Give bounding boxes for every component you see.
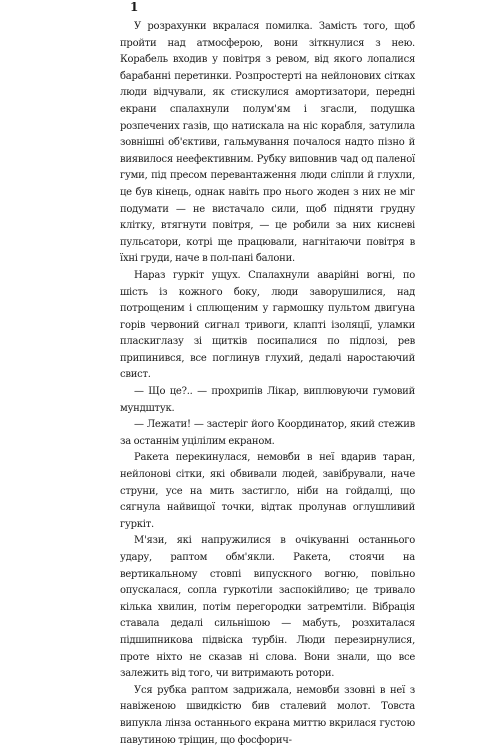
- paragraph: У розрахунки вкралася помилка. Замість того, щоб пройти над атмосферою, вони зіткнулися з нею. Корабель входив у повітря з ревом, від якого лопалися барабанні перетинки. Розпростерті на нейлонових сітках люди відчували, як стискулися амортизатори, передні екрани спалахнули полум'ям і згасли, подушка розпечених газів, що натискала на ніс корабля, затулила зовнішні об'єктиви, гальмування почалося надто пізно й виявилося неефективним. Рубку виповнив чад од паленої гуми, під пресом перевантаження люди сліпли й глухли, це був кінець, однак навіть про нього жоден з них не міг подумати — не вистачало сили, щоб підняти грудну клітку, втягнути повітря, — це робили за них кисневі пульсатори, котрі ще працювали, нагнітаючи повітря в їхні груди, наче в пол-пані балони.: [120, 21, 415, 265]
- paragraph: Ракета перекинулася, немовби в неї вдарив таран, нейлонові сітки, які обвивали людей, завібрували, наче струни, усе на мить застигло, ніби на гойдалці, що сягнула найвищої точки, відтак пролунав оглушливий гуркіт.: [120, 452, 415, 530]
- paragraph: М'язи, які напружилися в очікуванні останнього удару, раптом обм'якли. Ракета, стоячи на вертикальному стовпі випускного вогню, повільно опускалася, сопла гуркотіли заспокійливо; це тривало кілька хвилин, потім перегородки затремтіли. Вібрація ставала дедалі сильнішою — мабуть, розхиталася підшипникова підвіска турбін. Люди перезирнулися, проте ніхто не сказав ні слова. Вони знали, що все залежить від того, чи витримають ротори.: [120, 535, 415, 680]
- paragraph: Нараз гуркіт ущух. Спалахнули аварійні вогні, по шість із кожного боку, люди заворушилися, над потрощеним і сплющеним у гармошку пультом двигуна горів червоний сигнал тривоги, клапті ізоляції, уламки пласкиглазу зі щитків посипалися по підлозі, рев припинився, все поглинув глухий, дедалі наростаючий свист.: [120, 269, 415, 381]
- paragraph: Уся рубка раптом задрижала, немовби ззовні в неї з навіженою швидкістю бив сталевий молот. Товста випукла лінза останнього екрана миттю вкрилася густою павутиною тріщин, що фосфорич-: [120, 684, 415, 746]
- chapter-number: 1: [130, 0, 139, 14]
- chapter-body: [120, 19, 415, 749]
- dialogue-line: — Лежати! — застеріг його Координатор, який стежив за останнім уцілілим екраном.: [120, 419, 415, 447]
- dialogue-line: — Що це?.. — прохрипів Лікар, виплювуючи гумовий мундштук.: [120, 386, 415, 414]
